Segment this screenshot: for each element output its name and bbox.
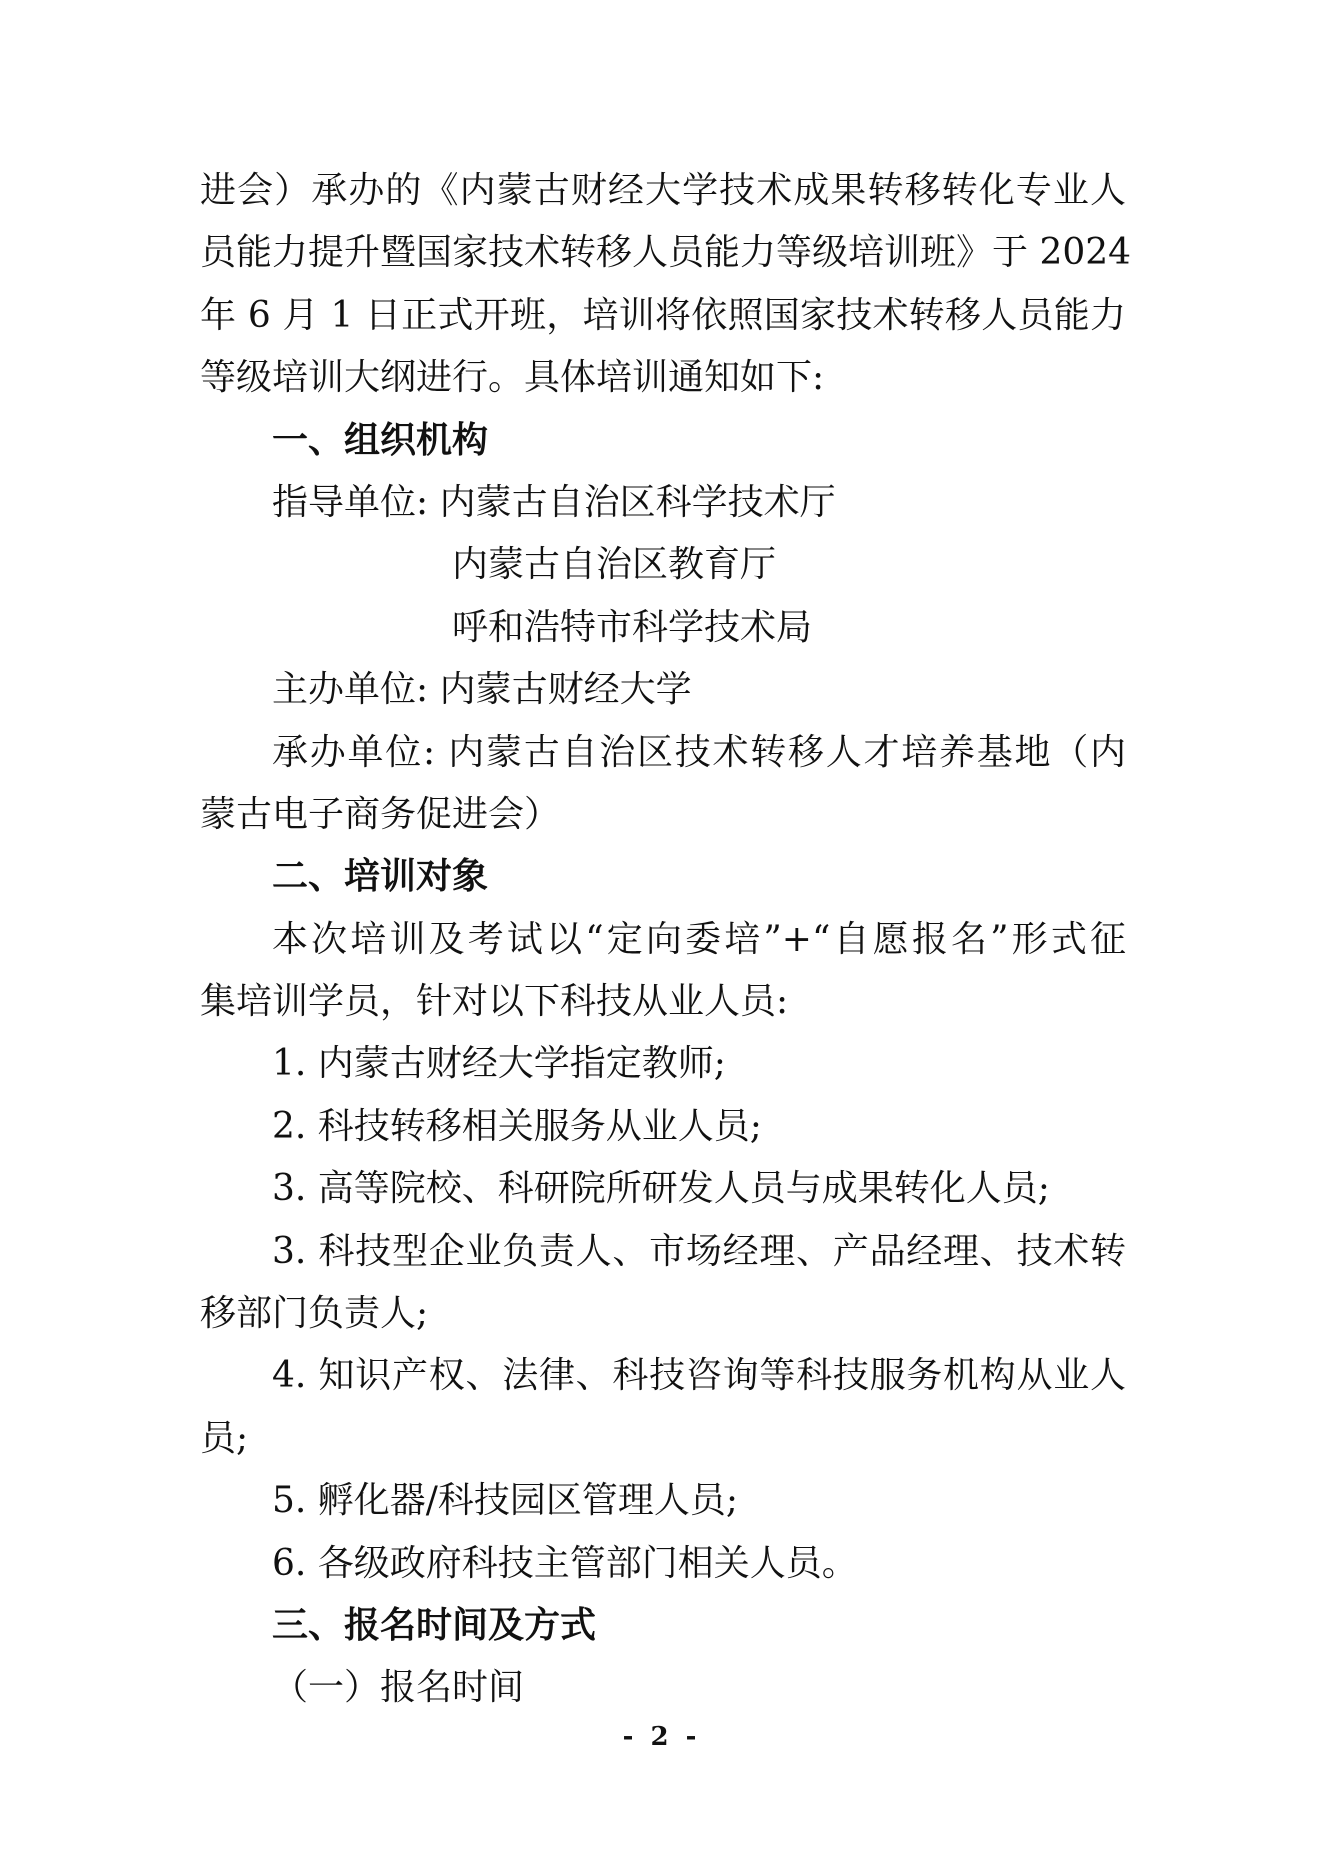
- paragraph-line: 进会）承办的《内蒙古财经大学技术成果转移转化专业人: [200, 170, 1126, 211]
- document-page: [200, 160, 1132, 1720]
- list-item-continuation: 员;: [200, 1417, 249, 1459]
- paragraph-line: 等级培训大纲进行。具体培训通知如下:: [200, 357, 825, 399]
- list-item: 6. 各级政府科技主管部门相关人员。: [272, 1542, 858, 1584]
- list-item: 3. 科技型企业负责人、市场经理、产品经理、技术转: [272, 1230, 1126, 1272]
- list-item: 3. 高等院校、科研院所研发人员与成果转化人员;: [272, 1168, 1050, 1210]
- list-item: 4. 知识产权、法律、科技咨询等科技服务机构从业人: [272, 1355, 1126, 1397]
- paragraph-line: 本次培训及考试以“定向委培”+“自愿报名”形式征: [272, 918, 1126, 960]
- page-number: - 2 -: [622, 1722, 701, 1752]
- section-heading: 三、报名时间及方式: [272, 1604, 597, 1646]
- section-heading: 二、培训对象: [272, 856, 489, 898]
- paragraph-line: 年 6 月 1 日正式开班，培训将依照国家技术转移人员能力: [200, 294, 1126, 336]
- guide-unit-line: 呼和浩特市科学技术局: [452, 606, 813, 648]
- list-item: 2. 科技转移相关服务从业人员;: [272, 1105, 762, 1147]
- sub-heading: （一）报名时间: [272, 1667, 525, 1709]
- organizer-unit-line: 承办单位: 内蒙古自治区技术转移人才培养基地（内: [272, 731, 1126, 773]
- guide-unit-line: 指导单位: 内蒙古自治区科学技术厅: [272, 481, 836, 523]
- list-item: 1. 内蒙古财经大学指定教师;: [272, 1043, 726, 1085]
- list-item: 5. 孵化器/科技园区管理人员;: [272, 1480, 739, 1522]
- section-heading: 一、组织机构: [272, 419, 489, 461]
- paragraph-line: 集培训学员，针对以下科技从业人员:: [200, 981, 789, 1023]
- paragraph-line: 员能力提升暨国家技术转移人员能力等级培训班》于 2024: [200, 232, 1132, 274]
- list-item-continuation: 移部门负责人;: [200, 1293, 429, 1335]
- organizer-unit-line: 蒙古电子商务促进会）: [200, 793, 561, 835]
- host-unit-line: 主办单位: 内蒙古财经大学: [272, 669, 692, 711]
- guide-unit-line: 内蒙古自治区教育厅: [452, 544, 777, 586]
